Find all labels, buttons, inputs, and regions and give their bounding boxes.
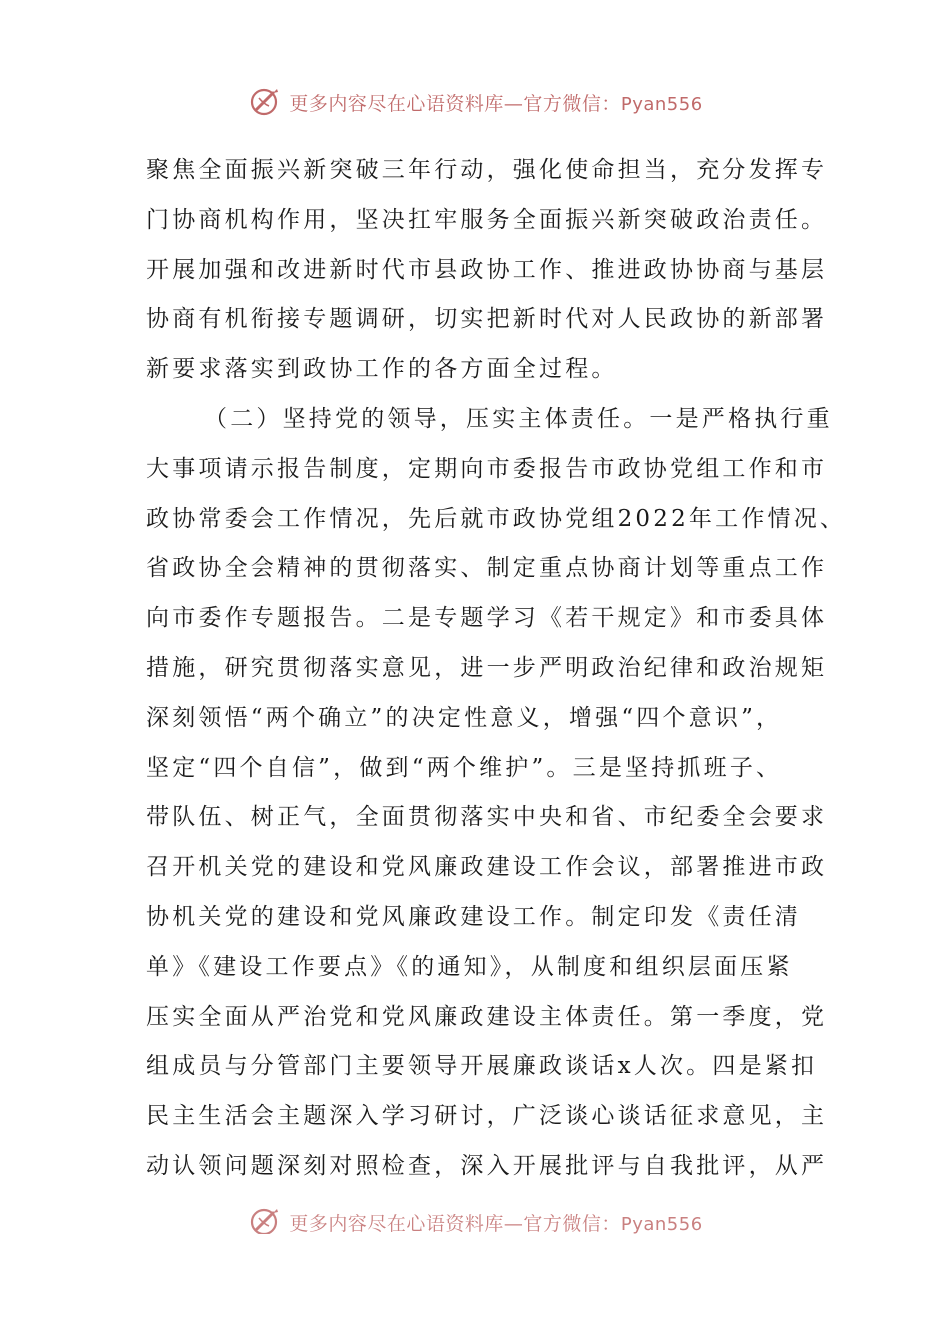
text-line: 大事项请示报告制度，定期向市委报告市政协党组工作和市	[146, 455, 828, 482]
section-heading-line: （二）坚持党的领导，压实主体责任。一是严格执行重	[204, 405, 833, 432]
text-line: 单》《建设工作要点》《的通知》，从制度和组织层面压紧	[146, 953, 793, 980]
text-line: 带队伍、树正气，全面贯彻落实中央和省、市纪委全会要求	[146, 804, 828, 831]
text-line: 协机关党的建设和党风廉政建设工作。制定印发《责任清	[146, 903, 801, 930]
text-line: 开展加强和改进新时代市县政协工作、推进政协协商与基层	[146, 256, 828, 283]
text-line: 坚定“四个自信”，做到“两个维护”。三是坚持抓班子、	[146, 754, 783, 781]
watermark-text: 更多内容尽在心语资料库—官方微信：Pyan556	[289, 92, 703, 115]
text-line: 组成员与分管部门主要领导开展廉政谈话x人次。四是紧扣	[146, 1053, 818, 1080]
text-line: 措施，研究贯彻落实意见，进一步严明政治纪律和政治规矩	[146, 654, 828, 681]
document-body	[146, 146, 847, 1192]
footer-watermark	[0, 1198, 950, 1234]
text-line: 协商有机衔接专题调研，切实把新时代对人民政协的新部署	[146, 306, 828, 333]
text-line: 向市委作专题报告。二是专题学习《若干规定》和市委具体	[146, 605, 828, 632]
text-line: 省政协全会精神的贯彻落实、制定重点协商计划等重点工作	[146, 555, 828, 582]
text-line: 深刻领悟“两个确立”的决定性意义，增强“四个意识”，	[146, 704, 783, 731]
text-line: 聚焦全面振兴新突破三年行动，强化使命担当，充分发挥专	[146, 157, 828, 183]
text-line: 民主生活会主题深入学习研讨，广泛谈心谈话征求意见，主	[146, 1103, 828, 1130]
pen-logo-icon	[247, 84, 283, 120]
watermark-group	[247, 84, 702, 120]
text-line: 压实全面从严治党和党风廉政建设主体责任。第一季度，党	[146, 1003, 828, 1030]
text-line: 召开机关党的建设和党风廉政建设工作会议，部署推进市政	[146, 854, 828, 881]
text-line: 动认领问题深刻对照检查，深入开展批评与自我批评，从严	[146, 1152, 828, 1179]
watermark-group	[247, 1204, 702, 1234]
text-line: 门协商机构作用，坚决扛牢服务全面振兴新突破政治责任。	[146, 206, 828, 233]
pen-logo-icon	[247, 1204, 283, 1234]
watermark-text: 更多内容尽在心语资料库—官方微信：Pyan556	[289, 1212, 703, 1234]
text-line: 新要求落实到政协工作的各方面全过程。	[146, 356, 618, 383]
text-line: 政协常委会工作情况，先后就市政协党组2022年工作情况、	[146, 505, 847, 532]
header-watermark	[0, 80, 950, 124]
